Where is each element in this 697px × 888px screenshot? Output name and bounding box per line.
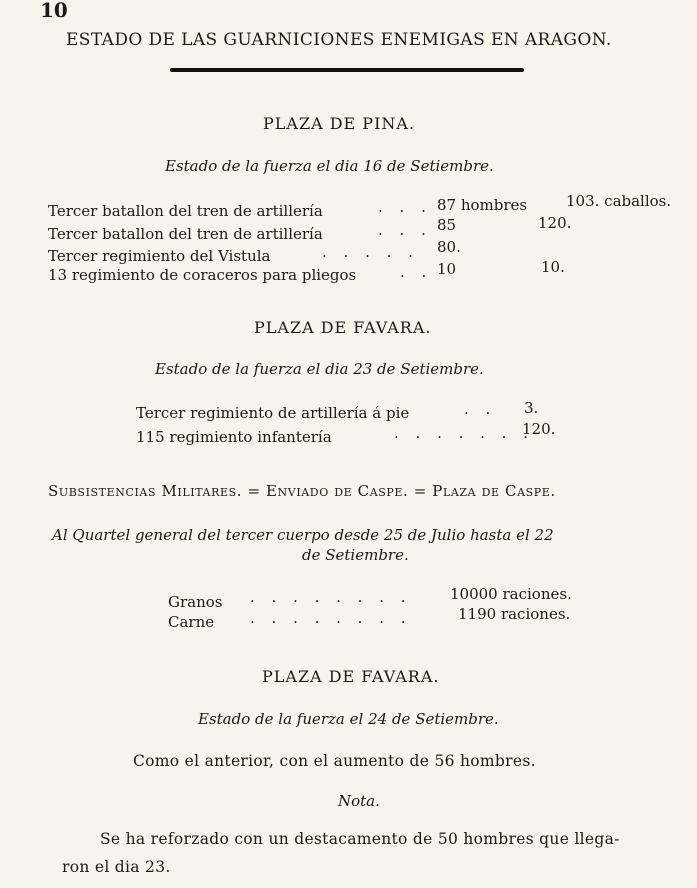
pina-row-2-leader: . . . <box>378 221 432 239</box>
favara-1-row-2-label: 115 regimiento infantería <box>136 428 332 446</box>
nota-heading: Nota. <box>338 792 380 810</box>
granos-value: 10000 raciones. <box>450 585 572 603</box>
favara-1-row-2-value: 120. <box>522 420 556 438</box>
subsistencias-line: Subsistencias Militares. = Enviado de Caspe. = Plaza de Caspe. <box>48 482 556 500</box>
pina-row-1-leader: . . . <box>378 198 432 216</box>
nota-line-2: ron el dia 23. <box>62 858 171 876</box>
favara-1-row-2-leader: . . . . . . . <box>394 424 534 442</box>
section-heading-favara-2: PLAZA DE FAVARA. <box>262 667 440 686</box>
quartel-line-2: de Setiembre. <box>302 546 409 564</box>
pina-row-3-leader: . . . . . <box>322 243 419 261</box>
pina-row-4-leader: . . <box>400 263 433 281</box>
pina-row-4-horses: 10. <box>541 258 565 276</box>
nota-line-1: Se ha reforzado con un destacamento de 50 hombres que llega- <box>100 830 620 848</box>
favara-1-row-1-leader: . . <box>464 400 497 418</box>
pina-row-1-men: 87 hombres <box>437 196 528 214</box>
favara-2-subtitle: Estado de la fuerza el 24 de Setiembre. <box>198 710 499 728</box>
pina-row-4-men: 10 <box>437 260 457 278</box>
title-rule <box>170 68 524 72</box>
favara-1-row-1-label: Tercer regimiento de artillería á pie <box>136 404 410 422</box>
pina-row-3-label: Tercer regimiento del Vistula <box>48 247 271 265</box>
section-heading-pina: PLAZA DE PINA. <box>263 114 416 133</box>
carne-leader: . . . . . . . . <box>250 609 412 627</box>
pina-row-4-label: 13 regimiento de coraceros para pliegos <box>48 266 357 284</box>
pina-row-2-label: Tercer batallon del tren de artillería <box>48 225 323 243</box>
pina-subtitle: Estado de la fuerza el dia 16 de Setiembre. <box>165 157 494 175</box>
section-heading-favara-1: PLAZA DE FAVARA. <box>254 318 432 337</box>
page-number: 10 <box>40 0 68 22</box>
quartel-line-1: Al Quartel general del tercer cuerpo desde 25 de Julio hasta el 22 <box>52 526 554 544</box>
favara-1-row-1-value: 3. <box>524 399 539 417</box>
pina-row-3-men: 80. <box>437 238 461 256</box>
pina-row-2-horses: 120. <box>538 214 572 232</box>
carne-label: Carne <box>168 613 215 631</box>
carne-value: 1190 raciones. <box>458 605 571 623</box>
granos-leader: . . . . . . . . <box>250 588 412 606</box>
pina-row-1-label: Tercer batallon del tren de artillería <box>48 202 323 220</box>
page-title: ESTADO DE LAS GUARNICIONES ENEMIGAS EN ARAGON. <box>66 30 612 50</box>
pina-row-1-horses: 103. caballos. <box>566 192 672 210</box>
pina-row-2-men: 85 <box>437 216 457 234</box>
favara-2-text: Como el anterior, con el aumento de 56 hombres. <box>133 752 536 770</box>
favara-1-subtitle: Estado de la fuerza el dia 23 de Setiembre. <box>155 360 484 378</box>
granos-label: Granos <box>168 593 223 611</box>
